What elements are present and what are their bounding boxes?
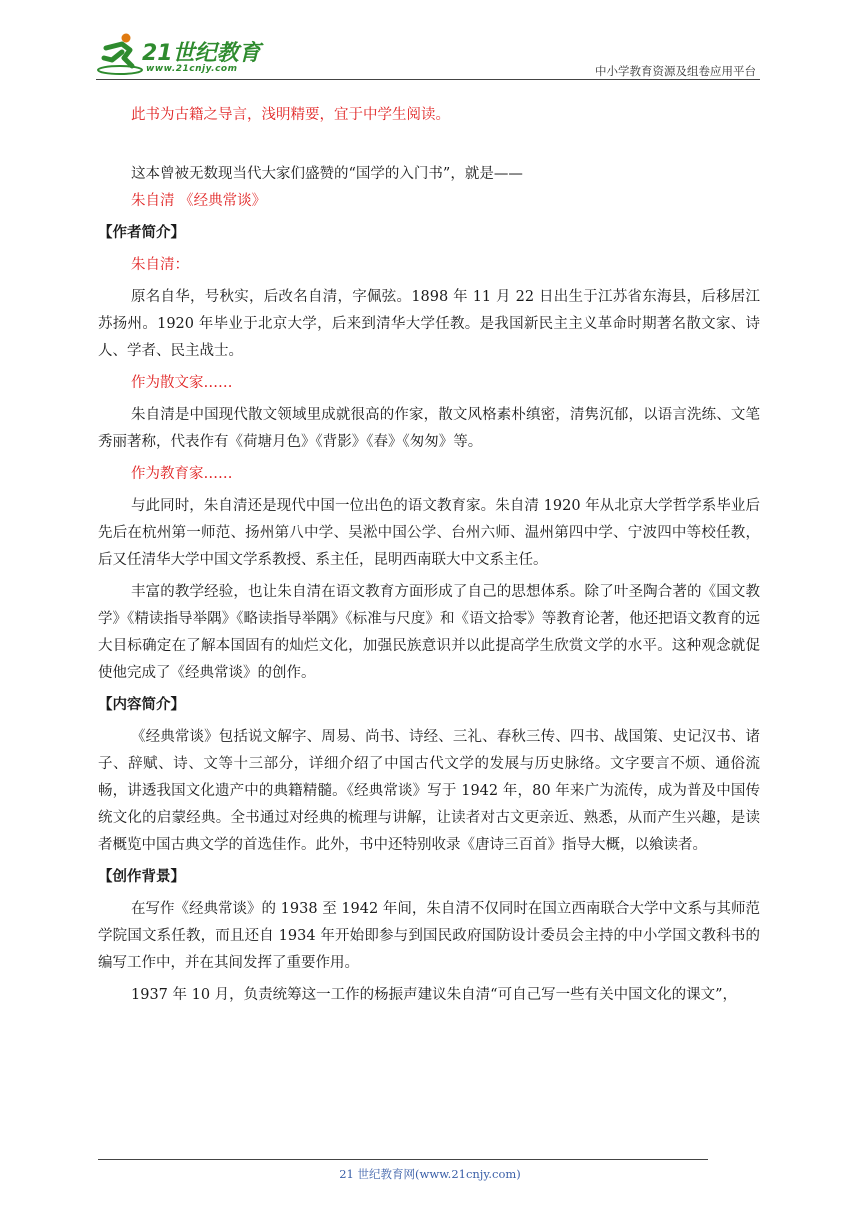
section-author-heading: 【作者简介】 [98,225,185,241]
content-text: 《经典常谈》包括说文解字、周易、尚书、诗经、三礼、春秋三传、四书、战国策、史记汉书、诸子、辞赋、诗、文等十三部分，详细介绍了中国古代文学的发展与历史脉络。文字要言不烦、通俗流畅，讲透我国文化遗产中的典籍精髓。《经典常谈》写于 1942 年，80 年来广为流传，成为普及中国传统文化的启蒙经典。全书通过对经典的梳理与讲解，让读者对古文更亲近、熟悉，从而产生兴趣，是读者概览中国古典文学的首选佳作。此外，书中还特别收录《唐诗三百首》指导大概，以飨读者。 [98,729,760,853]
header-divider [96,79,760,80]
section-content-heading: 【内容简介】 [98,697,185,713]
background-text-1: 在写作《经典常谈》的 1938 至 1942 年间，朱自清不仅同时在国立西南联合大学中文系与其师范学院国文系任教，而且还自 1934 年开始即参与到国民政府国防设计委员会主持的中小学国文教科书的编写工作中，并在其间发挥了重要作用。 [98,901,760,971]
teaching-text: 丰富的教学经验，也让朱自清在语文教育方面形成了自己的思想体系。除了叶圣陶合著的《国文教学》《精读指导举隅》《略读指导举隅》《标准与尺度》和《语文拾零》等教育论著，他还把语文教育的远大目标确定在了解本国固有的灿烂文化，加强民族意识并以此提高学生欣赏文学的水平。这种观念就促使他完成了《经典常谈》的创作。 [98,584,760,681]
intro-red-text: 此书为古籍之导言，浅明精要，宜于中学生阅读。 [131,107,450,123]
logo [96,30,296,78]
page-header [96,30,756,80]
footer-divider [98,1159,708,1160]
book-title: 朱自清 《经典常谈》 [131,193,267,209]
author-name: 朱自清： [131,257,189,273]
intro-line: 这本曾被无数现当代大家们盛赞的“国学的入门书”，就是—— [131,166,523,182]
page-footer: 21 世纪教育网(www.21cnjy.com) [339,1167,521,1181]
as-essayist-heading: 作为散文家…… [131,375,233,391]
runner-icon [96,30,144,76]
author-bio: 原名自华，号秋实，后改名自清，字佩弦。1898 年 11 月 22 日出生于江苏省东海县，后移居江苏扬州。1920 年毕业于北京大学，后来到清华大学任教。是我国新民主主义革命时期著名散文家、诗人、学者、民主战士。 [98,289,760,359]
educator-text: 与此同时，朱自清还是现代中国一位出色的语文教育家。朱自清 1920 年从北京大学哲学系毕业后先后在杭州第一师范、扬州第八中学、吴淞中国公学、台州六师、温州第四中学、宁波四中等校任教，后又任清华大学中国文学系教授、系主任，昆明西南联大中文系主任。 [98,498,760,568]
as-educator-heading: 作为教育家…… [131,466,233,482]
section-background-heading: 【创作背景】 [98,869,185,885]
essayist-text: 朱自清是中国现代散文领域里成就很高的作家，散文风格素朴缜密，清隽沉郁，以语言洗练、文笔秀丽著称，代表作有《荷塘月色》《背影》《春》《匆匆》等。 [98,407,760,450]
logo-url: www.21cnjy.com [146,64,238,74]
logo-text: 21世纪教育 [142,41,261,66]
background-text-2: 1937 年 10 月，负责统筹这一工作的杨振声建议朱自清“可自己写一些有关中国文化的课文”， [131,987,738,1003]
platform-name: 中小学教育资源及组卷应用平台 [595,64,756,78]
document-body [98,102,760,1009]
